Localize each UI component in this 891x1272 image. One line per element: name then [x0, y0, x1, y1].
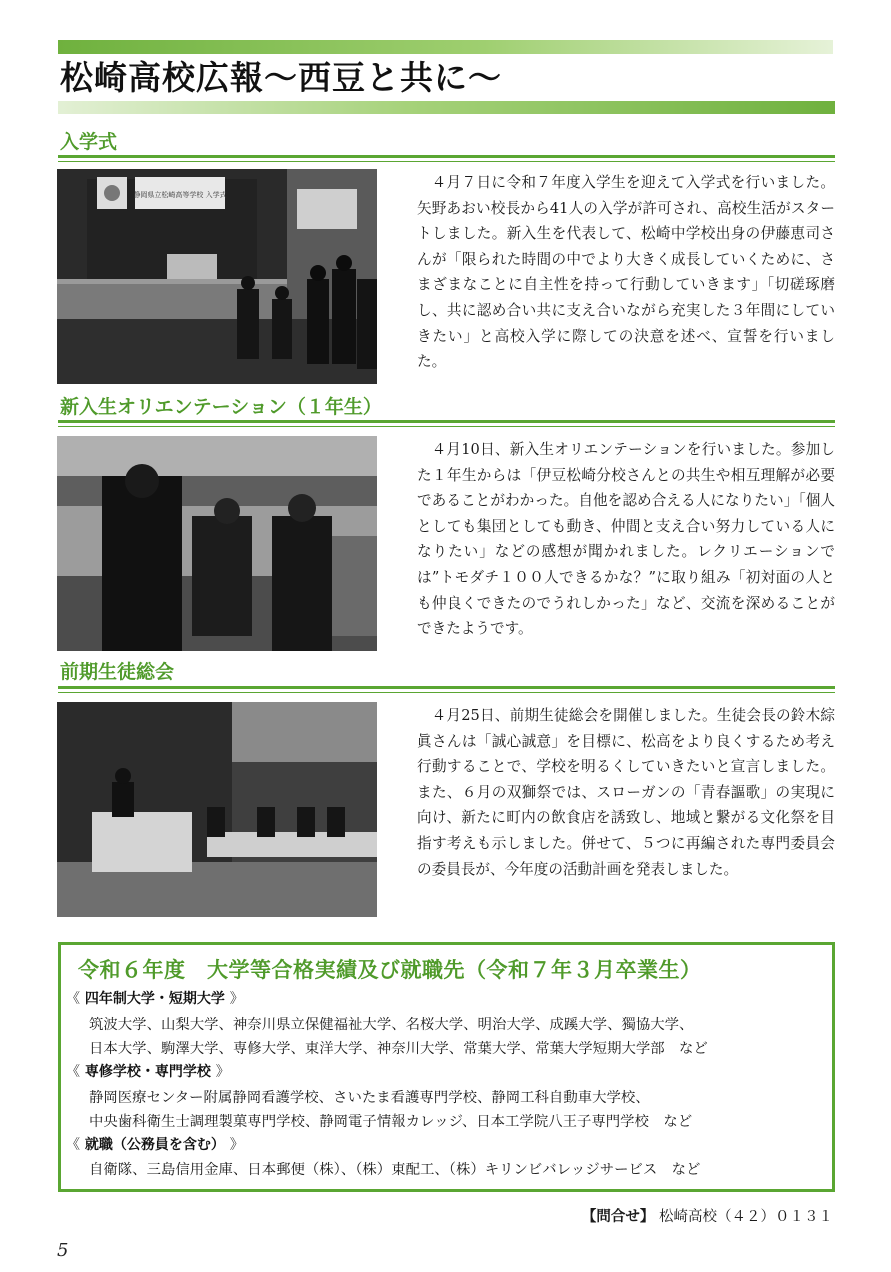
section-rule — [58, 686, 835, 693]
section-rule — [58, 420, 835, 427]
ceremony-banner-text: 静岡県立松崎高等学校 入学式 — [133, 191, 227, 199]
results-box-title: 令和６年度 大学等合格実績及び就職先（令和７年３月卒業生） — [78, 958, 702, 982]
category-vocational — [66, 1062, 230, 1082]
bracket-open: 《 — [66, 1137, 80, 1153]
list-line: 静岡医療センター附属静岡看護学校、さいたま看護専門学校、静岡工科自動車大学校、 — [89, 1090, 650, 1106]
bracket-open: 《 — [66, 991, 80, 1007]
orientation-photo — [57, 436, 377, 651]
category-label: 四年制大学・短期大学 — [84, 991, 225, 1007]
section-heading-entrance-ceremony: 入学式 — [60, 131, 118, 153]
inquiry — [582, 1207, 833, 1227]
results-box — [58, 942, 835, 1192]
inquiry-text: 松崎高校（４２）０１３１ — [659, 1209, 833, 1225]
category-label: 就職（公務員を含む） — [84, 1137, 225, 1153]
list-line: 自衛隊、三島信用金庫、日本郵便（株）、（株）東配工、（株）キリンビバレッジサービス など — [89, 1162, 701, 1178]
student-assembly-text: ４月25日、前期生徒総会を開催しました。生徒会長の鈴木綜眞さんは「誠心誠意」を目標に、松高をより良くするため考え行動することで、学校を明るくしていきたいと宣言しました。また、６月の双獅祭では、スローガンの「青春謳歌」の実現に向け、新たに町内の飲食店を誘致し、地域と繋がる文化祭を目指す考えも示しました。併せて、５つに再編された専門委員会の委員長が、今年度の活動計画を発表しました。 — [417, 707, 835, 878]
list-line: 筑波大学、山梨大学、神奈川県立保健福祉大学、名桜大学、明治大学、成蹊大学、獨協大学、 — [89, 1017, 694, 1033]
page-number: 5 — [57, 1240, 69, 1261]
entrance-ceremony-photo — [57, 169, 377, 384]
section-heading-orientation: 新入生オリエンテーション（１年生） — [60, 396, 382, 418]
title-underline-bar — [58, 101, 835, 114]
orientation-text: ４月10日、新入生オリエンテーションを行いました。参加した１年生からは「伊豆松崎分校さんとの共生や相互理解が必要であることがわかった。自他を認め合える人になりたい」「個人としても集団としても動き、仲間と支え合い努力している人になりたい」などの感想が聞かれました。レクリエーションでは”トモダチ１００人できるかな？”に取り組み「初対面の人とも仲良くできたのでうれしかった」など、交流を深めることができたようです。 — [417, 441, 835, 638]
bracket-open: 《 — [66, 1064, 80, 1080]
title-top-bar — [58, 40, 833, 54]
bracket-close: 》 — [215, 1064, 230, 1080]
list-line: 日本大学、駒澤大学、専修大学、東洋大学、神奈川大学、常葉大学、常葉大学短期大学部 など — [89, 1041, 708, 1057]
section-rule — [58, 155, 835, 162]
inquiry-label: 【問合せ】 — [581, 1209, 655, 1225]
bracket-close: 》 — [229, 991, 244, 1007]
category-label: 専修学校・専門学校 — [84, 1064, 211, 1080]
section-heading-student-assembly: 前期生徒総会 — [60, 661, 175, 683]
student-assembly-photo — [57, 702, 377, 917]
category-university — [66, 989, 244, 1009]
bracket-close: 》 — [229, 1137, 244, 1153]
entrance-ceremony-text: ４月７日に令和７年度入学生を迎えて入学式を行いました。矢野あおい校長から41人の入学が許可され、高校生活がスタートしました。新入生を代表して、松崎中学校出身の伊藤恵司さんが「限られた時間の中でより大きく成長していくために、さまざまなことに自主性を持って行動していきます」「切磋琢磨し、共に認め合い共に支え合いながら充実した３年間にしていきたい」と高校入学に際しての決意を述べ、宣誓を行いました。 — [417, 174, 835, 371]
page-title: 松崎高校広報～西豆と共に～ — [60, 58, 502, 97]
category-employment — [66, 1135, 244, 1155]
list-line: 中央歯科衛生士調理製菓専門学校、静岡電子情報カレッジ、日本工学院八王子専門学校 など — [89, 1114, 693, 1130]
